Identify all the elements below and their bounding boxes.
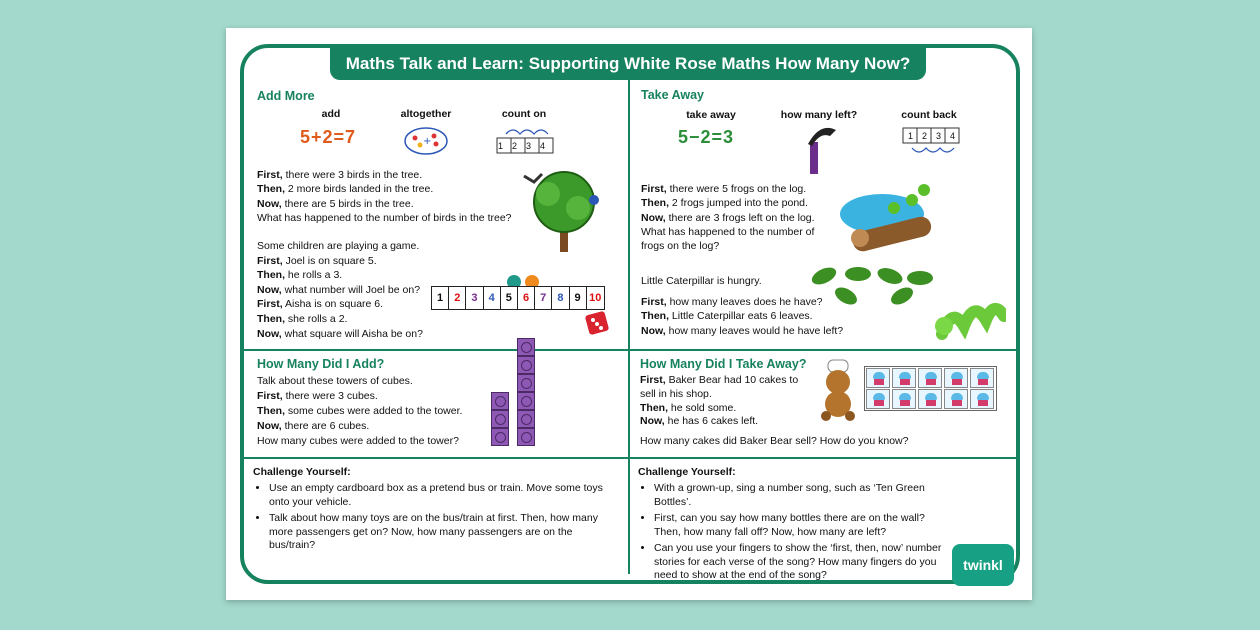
number-line: [431, 286, 605, 310]
story-text: Some children are playing a game.: [257, 240, 420, 252]
game-story: [257, 239, 423, 341]
story-line: [257, 312, 423, 327]
story-lead: Then,: [257, 312, 285, 325]
label-count-back: count back: [901, 109, 957, 121]
story-lead: Then,: [641, 310, 669, 322]
worksheet: [226, 28, 1032, 600]
story-lead: Now,: [257, 420, 282, 432]
story-text: there are 6 cubes.: [281, 420, 370, 432]
label-count-on: count on: [501, 108, 547, 120]
cake: [970, 368, 994, 388]
leaves-caterpillar-icon: [806, 264, 1006, 348]
count-back-number: 4: [950, 131, 956, 141]
cube-tall-1: [517, 338, 535, 356]
cake: [892, 368, 916, 388]
number-cell: 2: [449, 287, 466, 309]
count-back-number: 2: [922, 131, 928, 141]
story-lead: Then,: [257, 183, 285, 196]
story-lead: First,: [257, 390, 283, 402]
story-lead: First,: [257, 169, 283, 181]
tree-icon: [518, 164, 610, 258]
cubes-story: [257, 374, 462, 449]
challenge-left-item: • Talk about how many toys are on the bus/train at first. Then, how many more passengers get on? Now, how many passengers are on the bus/train?: [269, 512, 613, 553]
number-cell: 3: [466, 287, 483, 309]
story-text: Little Caterpillar is hungry.: [641, 275, 762, 287]
story-line: [257, 434, 462, 449]
story-text: he rolls a 3.: [285, 269, 343, 282]
story-line: [640, 374, 798, 388]
altogether-icon: [403, 126, 449, 160]
cube-short-2: [491, 410, 509, 428]
story-text: sell in his shop.: [640, 387, 712, 400]
bird-pick-icon: [804, 124, 840, 180]
svg-text:+: +: [423, 136, 432, 147]
twinkl-logo: twinkl: [952, 544, 1014, 586]
cakes-question: How many cakes did Baker Bear sell? How do you know?: [640, 435, 909, 447]
count-on-number: 1: [498, 141, 504, 151]
frogs-story: [641, 182, 815, 253]
take-equation-text: 5−2=3: [678, 127, 735, 147]
add-equation: [300, 127, 357, 147]
story-lead: First,: [257, 298, 283, 311]
story-text: Aisha is on square 6.: [282, 298, 384, 311]
number-cell: 7: [535, 287, 552, 309]
cake: [892, 389, 916, 409]
cube-tall-5: [517, 410, 535, 428]
story-text: 2 more birds landed in the tree.: [285, 183, 434, 196]
cakes-grid: [864, 366, 997, 411]
story-text: there were 5 frogs on the log.: [666, 183, 807, 195]
story-line: [257, 182, 512, 196]
number-cell: 9: [570, 287, 587, 309]
story-line: [257, 197, 512, 211]
story-text: Talk about these towers of cubes.: [257, 375, 413, 387]
story-lead: Now,: [640, 415, 665, 428]
story-lead: First,: [257, 254, 283, 267]
story-line: [257, 419, 462, 434]
count-on-number: 2: [512, 141, 518, 151]
story-line: [641, 225, 815, 239]
number-cell: 8: [552, 287, 569, 309]
story-text: How many cubes were added to the tower?: [257, 435, 459, 447]
story-lead: Now,: [641, 324, 666, 337]
story-text: Baker Bear had 10 cakes to: [665, 374, 799, 386]
count-back-number: 3: [936, 131, 942, 141]
story-text: he has 6 cakes left.: [664, 415, 759, 428]
cake: [944, 389, 968, 409]
story-text: frogs on the log?: [641, 240, 720, 253]
story-line: [257, 268, 423, 283]
vertical-divider: [628, 78, 630, 574]
story-lead: Then,: [257, 269, 285, 282]
story-text: there were 3 cubes.: [282, 390, 378, 402]
cake: [866, 389, 890, 409]
take-equation: [678, 127, 735, 147]
page-title: Maths Talk and Learn: Supporting White Rose Maths How Many Now?: [330, 48, 926, 80]
dice-icon: [584, 310, 610, 340]
story-lead: First,: [640, 374, 666, 386]
add-more-heading: Add More: [257, 89, 315, 103]
story-line: [641, 196, 815, 210]
story-text: how many leaves does he have?: [666, 295, 823, 308]
number-cell: 10: [589, 292, 602, 304]
challenge-left: [253, 465, 613, 556]
story-text: What has happened to the number of birds in the tree?: [257, 211, 512, 224]
count-back-numbers: [908, 129, 959, 143]
add-equation-text: 5+2=7: [300, 127, 357, 147]
story-text: What has happened to the number of: [641, 225, 815, 238]
challenge-left-heading: Challenge Yourself:: [253, 466, 351, 478]
number-cell: 6: [518, 287, 535, 309]
story-line: [257, 254, 423, 269]
challenge-right-item: • Can you use your fingers to show the ‘first, then, now’ number stories for each verse of the song? How many fingers do you need to show at the end of the song?: [654, 542, 952, 583]
story-line: [257, 374, 462, 389]
story-lead: Now,: [257, 197, 282, 210]
cake: [944, 368, 968, 388]
story-text: she rolls a 2.: [285, 312, 348, 325]
count-on-number: 4: [540, 141, 546, 151]
number-cell: 4: [484, 287, 501, 309]
story-line: [257, 327, 423, 342]
label-altogether: altogether: [400, 108, 452, 120]
story-line: [257, 389, 462, 404]
story-line: [257, 168, 512, 182]
story-text: there were 3 birds in the tree.: [282, 169, 423, 181]
story-text: Little Caterpillar eats 6 leaves.: [669, 310, 813, 322]
story-lead: First,: [641, 295, 667, 308]
challenge-right-heading: Challenge Yourself:: [638, 466, 736, 478]
cake: [866, 368, 890, 388]
story-text: how many leaves would he have left?: [665, 324, 844, 337]
count-on-numbers: [498, 139, 549, 153]
how-many-add-heading: How Many Did I Add?: [257, 357, 385, 371]
baker-bear-icon: [816, 358, 860, 426]
how-many-take-heading: How Many Did I Take Away?: [640, 357, 807, 371]
story-text: there are 3 frogs left on the log.: [665, 211, 815, 224]
cube-tall-4: [517, 392, 535, 410]
story-lead: Then,: [257, 405, 285, 417]
story-text: some cubes were added to the tower.: [285, 405, 463, 417]
cube-tall-6: [517, 428, 535, 446]
story-lead: Then,: [640, 401, 668, 414]
count-back-number: 1: [908, 131, 914, 141]
number-cell: 1: [432, 287, 449, 309]
story-line: [257, 211, 512, 225]
story-line: [641, 239, 815, 253]
story-text: he sold some.: [668, 401, 737, 414]
story-line: [640, 415, 798, 429]
cake: [918, 389, 942, 409]
story-line: [640, 402, 798, 416]
story-line: [257, 297, 423, 312]
story-line: [257, 283, 423, 298]
divider-middle: [242, 349, 1020, 351]
story-lead: Now,: [641, 211, 666, 224]
story-line: [641, 211, 815, 225]
number-cell: 5: [501, 287, 518, 309]
story-lead: Then,: [641, 197, 669, 210]
label-take-away: take away: [686, 109, 736, 121]
count-on-number: 3: [526, 141, 532, 151]
cakes-story: [640, 374, 798, 429]
story-text: what number will Joel be on?: [281, 283, 421, 296]
birds-story: [257, 168, 512, 225]
story-line: [641, 182, 815, 196]
story-text: there are 5 birds in the tree.: [281, 197, 414, 210]
challenge-right-item: • With a grown-up, sing a number song, such as ‘Ten Green Bottles’.: [654, 482, 952, 509]
divider-lower: [242, 457, 1020, 459]
cube-short-1: [491, 392, 509, 410]
story-text: what square will Aisha be on?: [281, 327, 423, 340]
story-line: [257, 239, 423, 254]
story-lead: Now,: [257, 327, 282, 340]
challenge-left-item: • Use an empty cardboard box as a pretend bus or train. Move some toys onto your vehicle.: [269, 482, 613, 509]
take-away-heading: Take Away: [641, 88, 705, 102]
story-lead: First,: [641, 183, 667, 195]
cube-tall-2: [517, 356, 535, 374]
cube-tall-3: [517, 374, 535, 392]
story-line: [257, 404, 462, 419]
label-add: add: [321, 108, 341, 120]
cube-short-3: [491, 428, 509, 446]
label-how-many-left: how many left?: [780, 109, 858, 121]
story-line: [640, 388, 798, 402]
frogs-log-icon: [832, 180, 942, 256]
story-text: 2 frogs jumped into the pond.: [669, 197, 808, 210]
story-lead: Now,: [257, 283, 282, 296]
challenge-right-item: • First, can you say how many bottles there are on the wall? Then, how many fall off? Now, how many are left?: [654, 512, 952, 539]
cake: [918, 368, 942, 388]
cake: [970, 389, 994, 409]
story-text: Joel is on square 5.: [282, 254, 377, 267]
